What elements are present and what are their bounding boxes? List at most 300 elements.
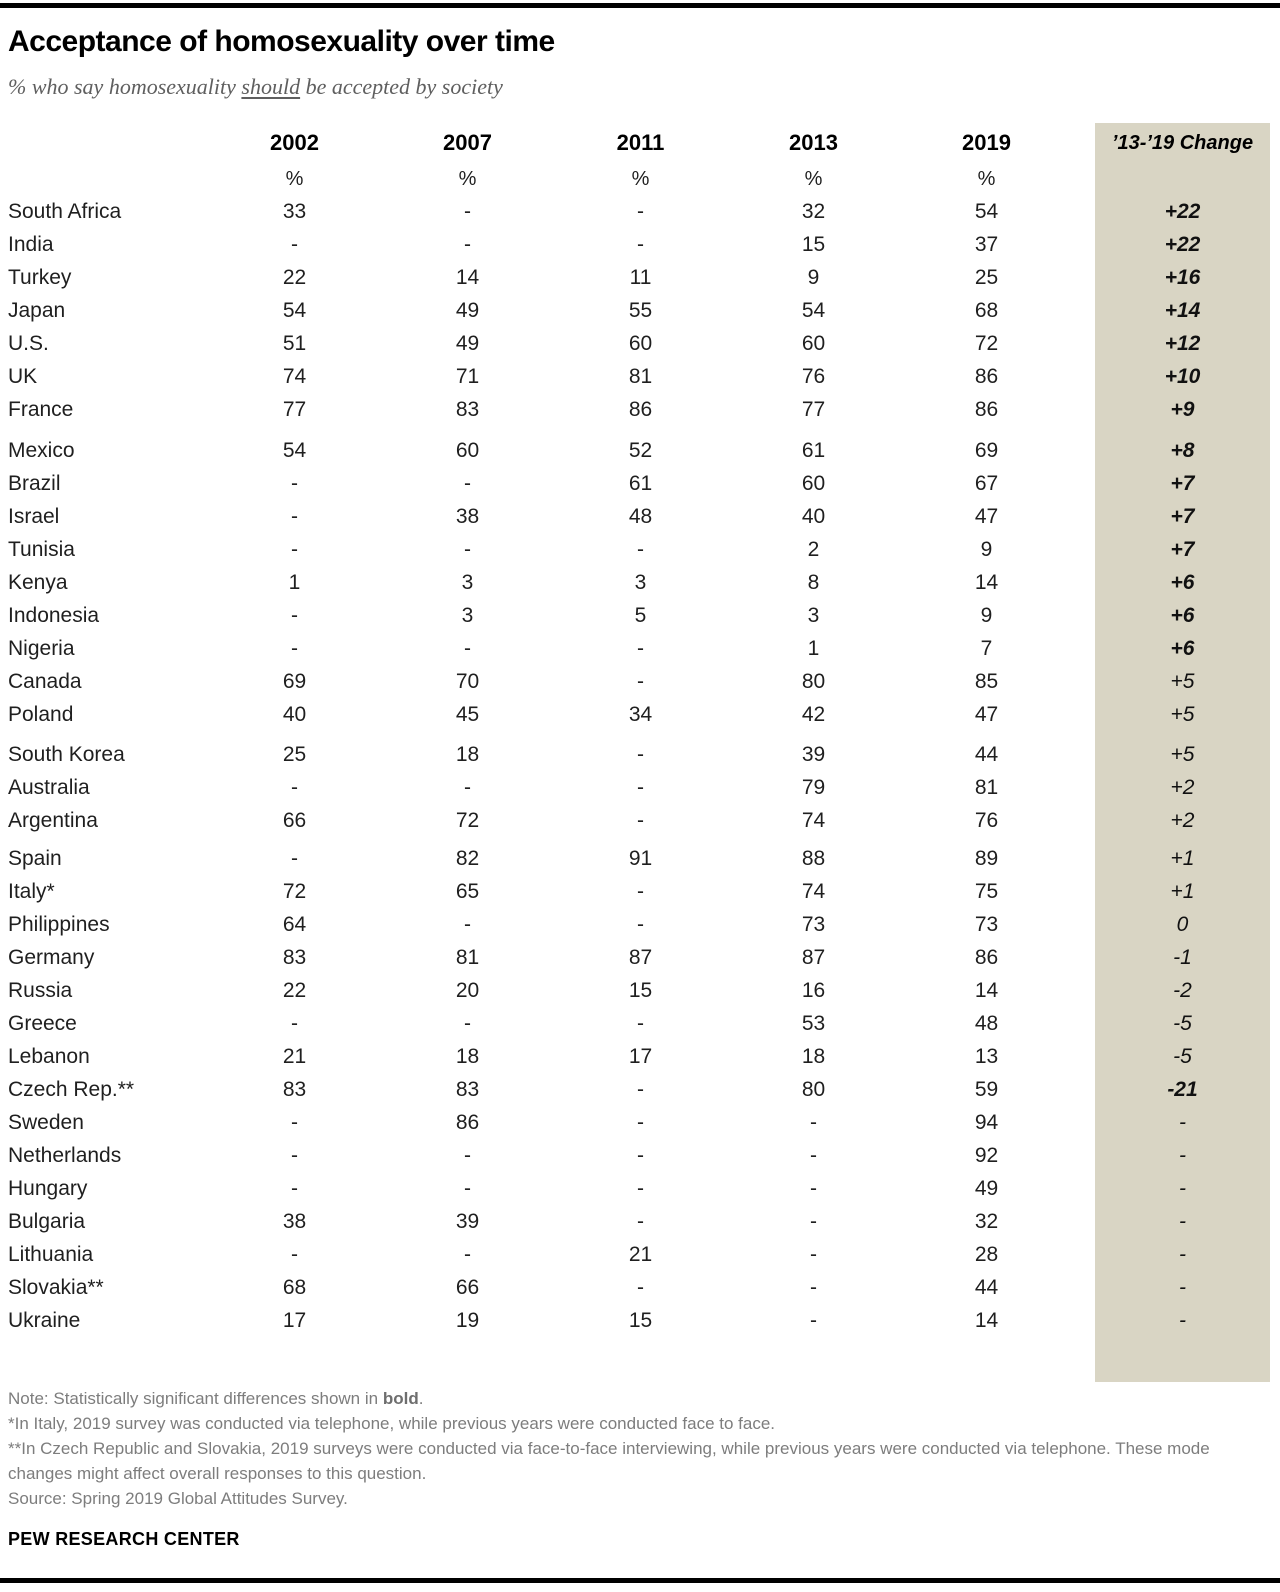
change-cell: +1 [1170, 846, 1195, 870]
value-cell: 15 [801, 232, 826, 256]
value-cell: 15 [628, 978, 653, 1002]
value-cell: 86 [628, 397, 653, 421]
country-label: Mexico [8, 438, 75, 462]
value-cell: - [291, 504, 298, 528]
page-title: Acceptance of homosexuality over time [8, 25, 555, 58]
change-cell: - [1179, 1242, 1186, 1266]
value-cell: 48 [974, 1011, 999, 1035]
change-cell: +7 [1170, 537, 1195, 561]
value-cell: - [810, 1176, 817, 1200]
value-cell: 22 [282, 265, 307, 289]
table-row [8, 434, 1270, 467]
value-cell: - [464, 1011, 471, 1035]
value-cell: 17 [282, 1308, 307, 1332]
value-cell: 14 [974, 978, 999, 1002]
change-cell: +2 [1170, 808, 1195, 832]
value-cell: 66 [282, 808, 307, 832]
value-cell: 79 [801, 775, 826, 799]
value-cell: 47 [974, 702, 999, 726]
value-cell: 21 [628, 1242, 653, 1266]
table-body [8, 195, 1270, 1337]
change-cell: +7 [1170, 504, 1195, 528]
value-cell: 39 [801, 742, 826, 766]
country-label: Ukraine [8, 1308, 81, 1332]
value-cell: 54 [801, 298, 826, 322]
value-cell: 77 [282, 397, 307, 421]
value-cell: 81 [628, 364, 653, 388]
value-cell: - [637, 232, 644, 256]
country-label: Netherlands [8, 1143, 122, 1167]
country-label: Sweden [8, 1110, 84, 1134]
value-cell: 8 [807, 570, 820, 594]
table-row [8, 327, 1270, 360]
value-cell: - [637, 1011, 644, 1035]
col-header-2007: 2007 [443, 130, 492, 155]
value-cell: 15 [628, 1308, 653, 1332]
value-cell: 83 [282, 945, 307, 969]
value-cell: 14 [455, 265, 480, 289]
value-cell: 82 [455, 846, 480, 870]
value-cell: 9 [980, 537, 993, 561]
country-label: Australia [8, 775, 90, 799]
table-row [8, 698, 1270, 731]
value-cell: - [464, 1143, 471, 1167]
value-cell: - [637, 775, 644, 799]
col-header-change: ’13-’19 Change [1111, 131, 1254, 154]
value-cell: 75 [974, 879, 999, 903]
value-cell: 14 [974, 1308, 999, 1332]
change-cell: - [1179, 1143, 1186, 1167]
value-cell: 60 [455, 438, 480, 462]
value-cell: 28 [974, 1242, 999, 1266]
value-cell: 67 [974, 471, 999, 495]
table-row [8, 974, 1270, 1007]
value-cell: - [810, 1308, 817, 1332]
table-row [8, 195, 1270, 228]
value-cell: 16 [801, 978, 826, 1002]
value-cell: 49 [455, 331, 480, 355]
value-cell: 18 [455, 1044, 480, 1068]
value-cell: - [464, 1242, 471, 1266]
note-italy: *In Italy, 2019 survey was conducted via telephone, while previous years were conducted face to face. [8, 1414, 776, 1433]
value-cell: 25 [974, 265, 999, 289]
value-cell: 32 [801, 199, 826, 223]
country-label: Japan [8, 298, 66, 322]
change-cell: +12 [1164, 331, 1201, 355]
value-cell: 44 [974, 742, 999, 766]
value-cell: 32 [974, 1209, 999, 1233]
value-cell: - [810, 1209, 817, 1233]
value-cell: 60 [801, 471, 826, 495]
value-cell: - [291, 1110, 298, 1134]
col-header-2013: 2013 [789, 130, 838, 155]
value-cell: 74 [282, 364, 307, 388]
value-cell: 38 [455, 504, 480, 528]
note-czech-slovakia: **In Czech Republic and Slovakia, 2019 surveys were conducted via face-to-face interviewing, while previous years were conducted via telephone. These mode changes might affect overall responses to this question. [8, 1439, 1210, 1483]
value-cell: 52 [628, 438, 653, 462]
country-label: Tunisia [8, 537, 75, 561]
col-header-2002: 2002 [270, 130, 319, 155]
value-cell: 69 [974, 438, 999, 462]
country-label: Philippines [8, 912, 110, 936]
table-row [8, 665, 1270, 698]
value-cell: 86 [455, 1110, 480, 1134]
table-row [8, 771, 1270, 804]
value-cell: 11 [629, 265, 652, 289]
table-row [8, 632, 1270, 665]
value-cell: 53 [801, 1011, 826, 1035]
value-cell: - [637, 1275, 644, 1299]
country-label: Russia [8, 978, 73, 1002]
change-cell: +6 [1170, 603, 1195, 627]
value-cell: 3 [461, 570, 474, 594]
value-cell: 14 [974, 570, 999, 594]
table-row [8, 908, 1270, 941]
value-cell: - [291, 1011, 298, 1035]
value-cell: 76 [801, 364, 826, 388]
value-cell: 66 [455, 1275, 480, 1299]
data-table [8, 123, 1270, 1337]
country-label: Spain [8, 846, 62, 870]
value-cell: 65 [455, 879, 480, 903]
note-bold-word: bold [382, 1389, 419, 1408]
change-cell: - [1179, 1176, 1186, 1200]
value-cell: 19 [455, 1308, 480, 1332]
value-cell: 74 [801, 808, 826, 832]
value-cell: 47 [974, 504, 999, 528]
value-cell: - [291, 1242, 298, 1266]
value-cell: 9 [980, 603, 993, 627]
change-cell: -2 [1173, 978, 1192, 1002]
page-subtitle [8, 74, 503, 100]
country-label: UK [8, 364, 38, 388]
table-header-row [8, 123, 1270, 163]
unit-percent: % [285, 167, 304, 190]
value-cell: - [637, 742, 644, 766]
table-row [8, 294, 1270, 327]
value-cell: 71 [455, 364, 480, 388]
value-cell: 73 [801, 912, 826, 936]
col-header-2019: 2019 [962, 130, 1011, 155]
value-cell: 80 [801, 1077, 826, 1101]
table-row [8, 533, 1270, 566]
value-cell: 5 [634, 603, 647, 627]
value-cell: - [291, 846, 298, 870]
change-cell: +7 [1170, 471, 1195, 495]
value-cell: 13 [974, 1044, 999, 1068]
change-cell: - [1179, 1110, 1186, 1134]
value-cell: 44 [974, 1275, 999, 1299]
country-label: France [8, 397, 74, 421]
table-row [8, 1304, 1270, 1337]
change-cell: +16 [1164, 265, 1201, 289]
change-cell: -5 [1173, 1044, 1192, 1068]
change-cell: +6 [1170, 636, 1195, 660]
value-cell: - [464, 912, 471, 936]
value-cell: 87 [801, 945, 826, 969]
unit-percent: % [977, 167, 996, 190]
table-row [8, 467, 1270, 500]
pew-brand: PEW RESEARCH CENTER [8, 1529, 240, 1549]
value-cell: 74 [801, 879, 826, 903]
value-cell: 94 [974, 1110, 999, 1134]
country-label: Bulgaria [8, 1209, 86, 1233]
value-cell: - [637, 879, 644, 903]
table-row [8, 1106, 1270, 1139]
table-row [8, 1073, 1270, 1106]
country-label: Lebanon [8, 1044, 90, 1068]
value-cell: 55 [628, 298, 653, 322]
value-cell: - [464, 537, 471, 561]
table-row [8, 500, 1270, 533]
value-cell: 37 [974, 232, 999, 256]
table-row [8, 1271, 1270, 1304]
subtitle-underlined-word: should [241, 74, 301, 99]
value-cell: - [637, 636, 644, 660]
change-cell: -21 [1167, 1077, 1198, 1101]
value-cell: 21 [282, 1044, 307, 1068]
value-cell: 85 [974, 669, 999, 693]
change-cell: - [1179, 1209, 1186, 1233]
country-label: U.S. [8, 331, 49, 355]
change-cell: +22 [1164, 199, 1201, 223]
country-label: Nigeria [8, 636, 75, 660]
value-cell: 61 [801, 438, 826, 462]
table-row [8, 1007, 1270, 1040]
value-cell: - [637, 1077, 644, 1101]
value-cell: - [637, 1110, 644, 1134]
table-row [8, 738, 1270, 771]
table-row [8, 875, 1270, 908]
value-cell: 72 [974, 331, 999, 355]
value-cell: - [810, 1110, 817, 1134]
change-cell: +10 [1164, 364, 1201, 388]
value-cell: 45 [455, 702, 480, 726]
table-row [8, 1139, 1270, 1172]
value-cell: 17 [628, 1044, 653, 1068]
value-cell: - [291, 471, 298, 495]
change-cell: -1 [1173, 945, 1192, 969]
value-cell: 72 [282, 879, 307, 903]
value-cell: 39 [455, 1209, 480, 1233]
bottom-rule [0, 1578, 1280, 1583]
unit-percent: % [458, 167, 477, 190]
value-cell: - [291, 775, 298, 799]
country-label: Greece [8, 1011, 77, 1035]
value-cell: 18 [801, 1044, 826, 1068]
value-cell: 18 [455, 742, 480, 766]
value-cell: 69 [282, 669, 307, 693]
value-cell: - [464, 199, 471, 223]
value-cell: - [291, 603, 298, 627]
value-cell: 87 [628, 945, 653, 969]
change-cell: +9 [1170, 397, 1195, 421]
change-cell: +5 [1170, 669, 1195, 693]
value-cell: 7 [980, 636, 993, 660]
value-cell: 20 [455, 978, 480, 1002]
country-label: Lithuania [8, 1242, 94, 1266]
value-cell: - [810, 1143, 817, 1167]
table-row [8, 1238, 1270, 1271]
value-cell: - [637, 199, 644, 223]
value-cell: 76 [974, 808, 999, 832]
table-row [8, 360, 1270, 393]
value-cell: 3 [461, 603, 474, 627]
value-cell: - [291, 1143, 298, 1167]
value-cell: 25 [282, 742, 307, 766]
value-cell: 92 [974, 1143, 999, 1167]
value-cell: 51 [282, 331, 307, 355]
table-row [8, 261, 1270, 294]
notes [8, 1386, 1252, 1511]
value-cell: - [291, 1176, 298, 1200]
country-label: Israel [8, 504, 60, 528]
country-label: Kenya [8, 570, 68, 594]
value-cell: 54 [282, 298, 307, 322]
value-cell: 49 [974, 1176, 999, 1200]
value-cell: - [464, 471, 471, 495]
country-label: Poland [8, 702, 74, 726]
unit-percent: % [804, 167, 823, 190]
value-cell: - [464, 775, 471, 799]
value-cell: - [637, 1209, 644, 1233]
country-label: Italy* [8, 879, 55, 903]
value-cell: - [810, 1275, 817, 1299]
value-cell: 83 [455, 1077, 480, 1101]
source-note: Source: Spring 2019 Global Attitudes Survey. [8, 1489, 348, 1508]
subtitle-prefix: % who say homosexuality [8, 74, 242, 99]
value-cell: 81 [455, 945, 480, 969]
table-row [8, 1172, 1270, 1205]
value-cell: 61 [628, 471, 653, 495]
change-cell: - [1179, 1275, 1186, 1299]
change-cell: - [1179, 1308, 1186, 1332]
value-cell: 42 [801, 702, 826, 726]
value-cell: - [637, 808, 644, 832]
value-cell: 54 [974, 199, 999, 223]
value-cell: 54 [282, 438, 307, 462]
country-label: Argentina [8, 808, 98, 832]
table-row [8, 1040, 1270, 1073]
value-cell: - [291, 636, 298, 660]
country-label: India [8, 232, 54, 256]
table-unit-row [8, 163, 1270, 195]
value-cell: - [291, 537, 298, 561]
value-cell: 49 [455, 298, 480, 322]
value-cell: - [291, 232, 298, 256]
country-label: South Korea [8, 742, 125, 766]
value-cell: 59 [974, 1077, 999, 1101]
value-cell: 68 [974, 298, 999, 322]
value-cell: 38 [282, 1209, 307, 1233]
table-row [8, 804, 1270, 837]
change-cell: +22 [1164, 232, 1201, 256]
value-cell: - [637, 1143, 644, 1167]
value-cell: 3 [634, 570, 647, 594]
value-cell: 3 [807, 603, 820, 627]
value-cell: - [637, 1176, 644, 1200]
value-cell: - [637, 537, 644, 561]
value-cell: 2 [807, 537, 820, 561]
table-row [8, 599, 1270, 632]
value-cell: 64 [282, 912, 307, 936]
subtitle-suffix: be accepted by society [300, 74, 503, 99]
value-cell: 33 [282, 199, 307, 223]
value-cell: 60 [628, 331, 653, 355]
unit-percent: % [631, 167, 650, 190]
country-label: Czech Rep.** [8, 1077, 135, 1101]
value-cell: - [464, 1176, 471, 1200]
value-cell: - [637, 669, 644, 693]
change-cell: -5 [1173, 1011, 1192, 1035]
change-cell: +5 [1170, 702, 1195, 726]
value-cell: 1 [807, 636, 820, 660]
value-cell: - [810, 1242, 817, 1266]
value-cell: 1 [288, 570, 301, 594]
table-row [8, 842, 1270, 875]
table-row [8, 1205, 1270, 1238]
value-cell: 86 [974, 364, 999, 388]
value-cell: 91 [628, 846, 653, 870]
note-significance: Note: Statistically significant differences shown in bold. [8, 1389, 424, 1408]
value-cell: 86 [974, 397, 999, 421]
value-cell: 60 [801, 331, 826, 355]
country-label: Canada [8, 669, 82, 693]
top-rule [0, 3, 1280, 8]
change-cell: +8 [1170, 438, 1195, 462]
country-label: South Africa [8, 199, 122, 223]
table-row [8, 393, 1270, 426]
value-cell: 40 [801, 504, 826, 528]
country-label: Turkey [8, 265, 72, 289]
value-cell: 72 [455, 808, 480, 832]
value-cell: 81 [974, 775, 999, 799]
value-cell: 70 [455, 669, 480, 693]
country-label: Hungary [8, 1176, 88, 1200]
change-cell: +2 [1170, 775, 1195, 799]
change-cell: +14 [1164, 298, 1201, 322]
value-cell: - [464, 636, 471, 660]
value-cell: 83 [282, 1077, 307, 1101]
value-cell: 22 [282, 978, 307, 1002]
table-row [8, 228, 1270, 261]
value-cell: 73 [974, 912, 999, 936]
country-label: Indonesia [8, 603, 100, 627]
value-cell: 86 [974, 945, 999, 969]
value-cell: 68 [282, 1275, 307, 1299]
country-label: Slovakia** [8, 1275, 104, 1299]
change-cell: +6 [1170, 570, 1195, 594]
table-row [8, 941, 1270, 974]
change-cell: +5 [1170, 742, 1195, 766]
value-cell: 48 [628, 504, 653, 528]
value-cell: 83 [455, 397, 480, 421]
col-header-2011: 2011 [616, 130, 665, 155]
change-cell: 0 [1176, 912, 1189, 936]
value-cell: 80 [801, 669, 826, 693]
value-cell: 88 [801, 846, 826, 870]
change-cell: +1 [1170, 879, 1195, 903]
value-cell: 89 [974, 846, 999, 870]
value-cell: 34 [628, 702, 653, 726]
value-cell: 77 [801, 397, 826, 421]
value-cell: - [637, 912, 644, 936]
value-cell: 9 [807, 265, 820, 289]
value-cell: 40 [282, 702, 307, 726]
country-label: Brazil [8, 471, 61, 495]
value-cell: - [464, 232, 471, 256]
country-label: Germany [8, 945, 95, 969]
